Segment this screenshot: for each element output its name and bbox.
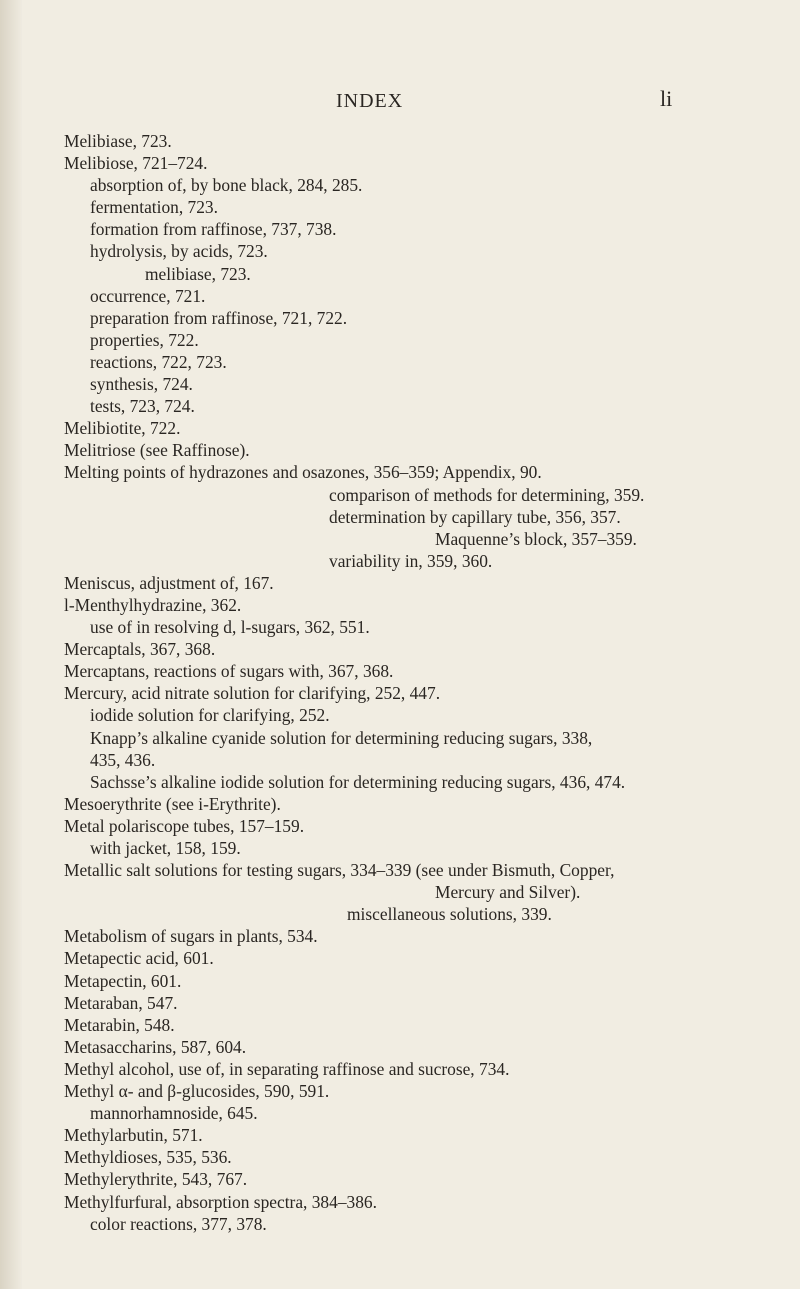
index-entry: Melibiase, 723.	[64, 131, 172, 151]
index-entry: Methyl α- and β-glucosides, 590, 591.	[64, 1081, 330, 1102]
index-subentry: comparison of methods for determining, 359.	[329, 484, 645, 505]
index-subentry: mannorhamnoside, 645.	[90, 1103, 258, 1124]
index-entries	[64, 130, 754, 1235]
index-entry: Metal polariscope tubes, 157–159.	[64, 815, 305, 836]
index-entry: Methyldioses, 535, 536.	[64, 1147, 232, 1168]
index-entry: Metapectin, 601.	[64, 970, 182, 991]
page-header	[0, 86, 800, 120]
index-entry: Metaraban, 547.	[64, 992, 178, 1013]
index-entry: l-Menthylhydrazine, 362.	[64, 594, 242, 615]
index-entry: Metarabin, 548.	[64, 1014, 175, 1035]
index-subentry: 435, 436.	[90, 749, 156, 770]
index-entry: Mercaptans, reactions of sugars with, 367, 368.	[64, 661, 394, 682]
index-entry: Metabolism of sugars in plants, 534.	[64, 926, 318, 947]
index-subentry: iodide solution for clarifying, 252.	[90, 705, 330, 726]
index-subentry: tests, 723, 724.	[90, 396, 195, 417]
index-entry: Melting points of hydrazones and osazones, 356–359; Appendix, 90.	[64, 462, 542, 483]
index-subentry: Knapp’s alkaline cyanide solution for determining reducing sugars, 338,	[90, 727, 593, 748]
index-subentry: determination by capillary tube, 356, 357.	[329, 506, 621, 527]
index-subentry: hydrolysis, by acids, 723.	[90, 241, 268, 262]
index-subentry: Maquenne’s block, 357–359.	[435, 528, 637, 549]
index-subentry: preparation from raffinose, 721, 722.	[90, 307, 348, 328]
index-subentry: fermentation, 723.	[90, 197, 218, 218]
index-entry: Methylfurfural, absorption spectra, 384–386.	[64, 1191, 377, 1212]
index-subentry: use of in resolving d, l-sugars, 362, 551.	[90, 617, 370, 638]
index-entry: Metapectic acid, 601.	[64, 948, 214, 969]
index-subentry: absorption of, by bone black, 284, 285.	[90, 175, 363, 196]
index-entry: Methyl alcohol, use of, in separating raffinose and sucrose, 734.	[64, 1058, 510, 1079]
index-subentry: reactions, 722, 723.	[90, 351, 227, 372]
index-subentry: Mercury and Silver).	[435, 882, 581, 903]
index-entry: Melibiose, 721–724.	[64, 153, 208, 174]
index-subentry: miscellaneous solutions, 339.	[347, 904, 552, 925]
index-entry: Melitriose (see Raffinose).	[64, 440, 250, 461]
index-entry: Mesoerythrite (see i-Erythrite).	[64, 793, 281, 814]
index-entry: Melibiotite, 722.	[64, 418, 181, 439]
index-subentry: variability in, 359, 360.	[329, 550, 493, 571]
index-subentry: properties, 722.	[90, 329, 199, 350]
index-entry: Metallic salt solutions for testing sugars, 334–339 (see under Bismuth, Copper,	[64, 860, 615, 881]
index-entry: Methylerythrite, 543, 767.	[64, 1169, 248, 1190]
index-entry: Metasaccharins, 587, 604.	[64, 1036, 247, 1057]
index-entry: Meniscus, adjustment of, 167.	[64, 572, 274, 593]
index-subentry: color reactions, 377, 378.	[90, 1213, 267, 1234]
index-subentry: formation from raffinose, 737, 738.	[90, 219, 337, 240]
index-subentry: synthesis, 724.	[90, 374, 193, 395]
page-title: INDEX	[336, 90, 404, 112]
index-subentry: with jacket, 158, 159.	[90, 838, 241, 858]
index-subentry: occurrence, 721.	[90, 285, 206, 306]
index-entry: Mercaptals, 367, 368.	[64, 639, 216, 660]
page-number: li	[660, 86, 673, 111]
index-subentry: melibiase, 723.	[145, 263, 251, 284]
index-subentry: Sachsse’s alkaline iodide solution for determining reducing sugars, 436, 474.	[90, 771, 626, 792]
index-entry: Methylarbutin, 571.	[64, 1125, 203, 1146]
page-edge	[0, 0, 22, 1289]
index-entry: Mercury, acid nitrate solution for clarifying, 252, 447.	[64, 683, 441, 704]
